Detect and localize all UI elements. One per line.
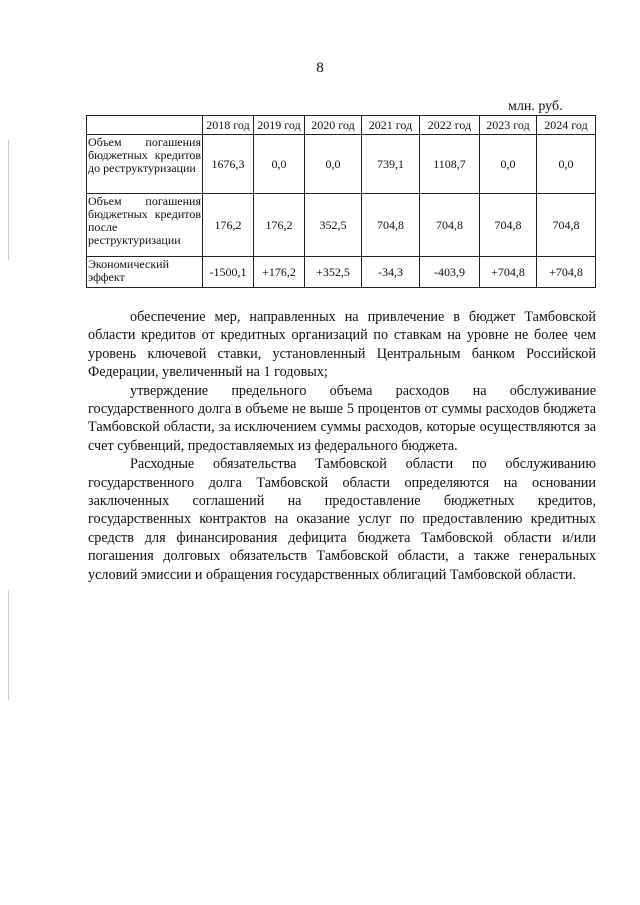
- table-cell: +352,5: [305, 257, 362, 288]
- table-cell: 352,5: [305, 194, 362, 257]
- table-header-cell: [87, 116, 203, 135]
- table-cell: 0,0: [305, 135, 362, 194]
- table-row: [87, 257, 596, 288]
- table-cell: 739,1: [362, 135, 420, 194]
- row-label: Объем погашения бюджетных кредитов до реструктуризации: [87, 135, 203, 194]
- table-cell: 0,0: [537, 135, 596, 194]
- table-header-cell: 2021 год: [362, 116, 420, 135]
- paragraph: обеспечение мер, направленных на привлечение в бюджет Тамбовской области кредитов от кредитных организаций по ставкам на уровне не более чем уровень ключевой ставки, установленный Центральным банком Российской Федерации, увеличенный на 1 годовых;: [88, 309, 596, 381]
- table-cell: -1500,1: [203, 257, 254, 288]
- table-cell: -403,9: [420, 257, 480, 288]
- body-text: [88, 308, 596, 584]
- table-cell: 704,8: [420, 194, 480, 257]
- table-row: [87, 194, 596, 257]
- table-cell: -34,3: [362, 257, 420, 288]
- row-label: Экономический эффект: [87, 257, 203, 288]
- table-cell: 704,8: [362, 194, 420, 257]
- table-header-cell: 2020 год: [305, 116, 362, 135]
- table-cell: 1108,7: [420, 135, 480, 194]
- table-cell: 704,8: [480, 194, 537, 257]
- table-cell: +176,2: [254, 257, 305, 288]
- table-cell: +704,8: [480, 257, 537, 288]
- table-cell: 704,8: [537, 194, 596, 257]
- paragraph: Расходные обязательства Тамбовской области по обслуживанию государственного долга Тамбовской области определяются на основании заключенных соглашений на предоставление бюджетных кредитов, государственных контрактов на оказание услуг по предоставлению кредитных средств для финансирования дефицита бюджета Тамбовской области и/или погашения долговых обязательств Тамбовской области, а также генеральных условий эмиссии и обращения государственных облигаций Тамбовской области.: [88, 456, 596, 583]
- table-header-cell: 2018 год: [203, 116, 254, 135]
- table-header-cell: 2023 год: [480, 116, 537, 135]
- budget-table: [86, 115, 596, 288]
- table-cell: 0,0: [480, 135, 537, 194]
- scan-edge-mark: [8, 140, 9, 260]
- table-row: [87, 135, 596, 194]
- table-header-cell: 2022 год: [420, 116, 480, 135]
- table-cell: 176,2: [254, 194, 305, 257]
- page-number: 8: [316, 60, 324, 76]
- table-cell: 1676,3: [203, 135, 254, 194]
- table-header-cell: 2024 год: [537, 116, 596, 135]
- table-header-cell: 2019 год: [254, 116, 305, 135]
- paragraph: утверждение предельного объема расходов на обслуживание государственного долга в объеме не выше 5 процентов от суммы расходов бюджета Тамбовской области, за исключением суммы расходов, которые осуществляются за счет субвенций, предоставляемых из федерального бюджета.: [88, 382, 596, 454]
- row-label: Объем погашения бюджетных кредитов после реструктуризации: [87, 194, 203, 257]
- table-header-row: [87, 116, 596, 135]
- scan-edge-mark: [8, 590, 9, 700]
- table-cell: 176,2: [203, 194, 254, 257]
- table-cell: 0,0: [254, 135, 305, 194]
- table-cell: +704,8: [537, 257, 596, 288]
- units-label: млн. руб.: [508, 99, 563, 114]
